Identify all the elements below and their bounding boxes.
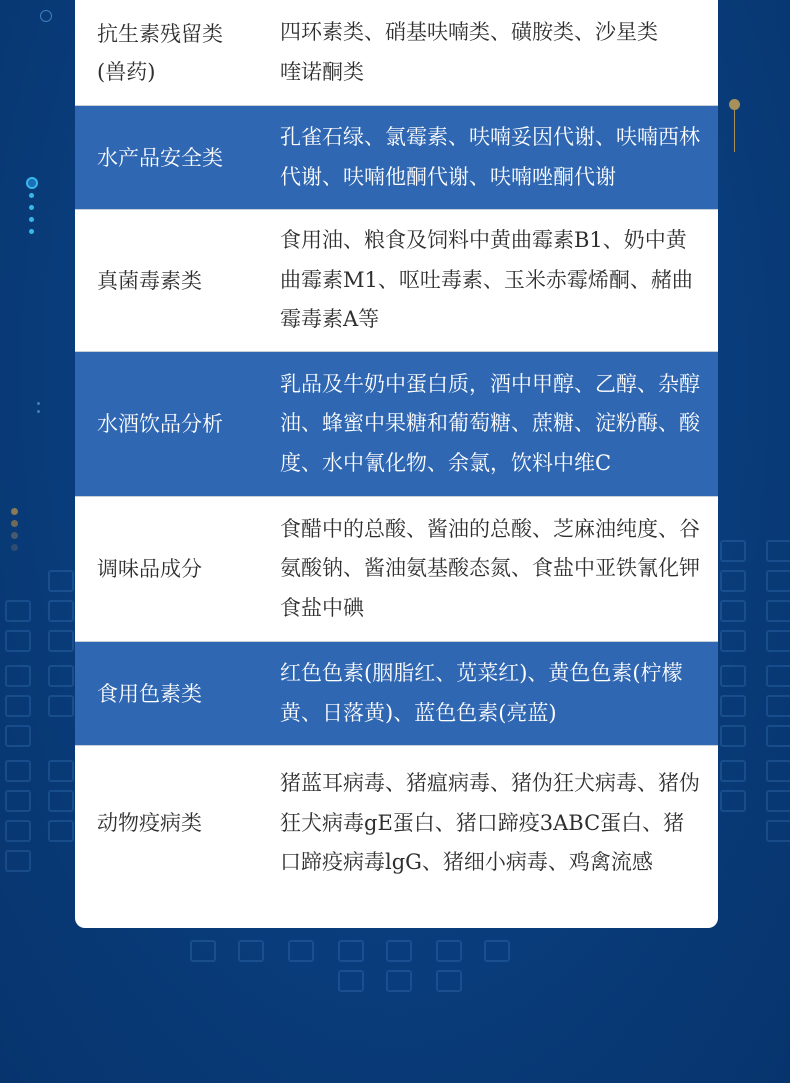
items-cell: 乳品及牛奶中蛋白质，酒中甲醇、乙醇、杂醇油、蜂蜜中果糖和葡萄糖、蔗糖、淀粉酶、酸度、水中氰化物、余氯，饮料中维C <box>280 371 700 475</box>
testing-category-table <box>75 0 718 928</box>
category-cell: 食用色素类 <box>97 681 202 706</box>
items-cell: 食醋中的总酸、酱油的总酸、芝麻油纯度、谷氨酸钠、酱油氨基酸态氮、食盐中亚铁氰化钾食盐中碘 <box>280 516 700 620</box>
items-cell: 四环素类、硝基呋喃类、磺胺类、沙星类 喹诺酮类 <box>280 20 658 84</box>
items-cell: 红色色素(胭脂红、苋菜红)、黄色色素(柠檬黄、日落黄)、蓝色色素(亮蓝) <box>280 661 683 725</box>
category-cell: 真菌毒素类 <box>97 268 202 293</box>
table-row <box>75 105 718 209</box>
table-row <box>75 641 718 745</box>
category-cell: 水酒饮品分析 <box>97 412 223 436</box>
category-cell: 动物疫病类 <box>97 811 202 835</box>
table-row <box>75 0 718 105</box>
category-cell: 调味品成分 <box>97 557 202 581</box>
category-cell: 抗生素残留类 (兽药) <box>97 21 223 84</box>
category-cell: 水产品安全类 <box>97 145 223 170</box>
table-row <box>75 351 718 496</box>
items-cell: 食用油、粮食及饲料中黄曲霉素B1、奶中黄曲霉素M1、呕吐毒素、玉米赤霉烯酮、赭曲霉毒素A等 <box>280 228 693 332</box>
table-row <box>75 496 718 641</box>
table-row <box>75 209 718 351</box>
items-cell: 猪蓝耳病毒、猪瘟病毒、猪伪狂犬病毒、猪伪狂犬病毒gE蛋白、猪口蹄疫3ABC蛋白、猪口蹄疫病毒lgG、猪细小病毒、鸡禽流感 <box>280 771 700 874</box>
table-row <box>75 745 718 897</box>
items-cell: 孔雀石绿、氯霉素、呋喃妥因代谢、呋喃西林代谢、呋喃他酮代谢、呋喃唑酮代谢 <box>280 125 700 189</box>
